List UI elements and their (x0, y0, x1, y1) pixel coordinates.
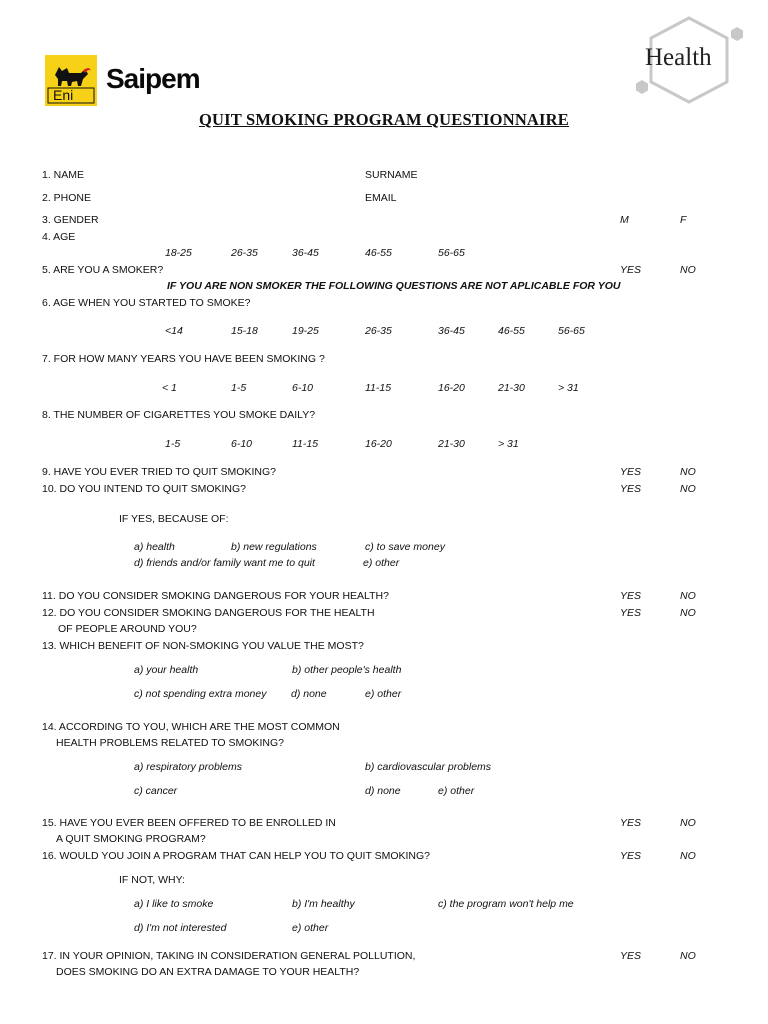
question-12-line2: OF PEOPLE AROUND YOU? (58, 623, 197, 635)
question-12-line1: 12. DO YOU CONSIDER SMOKING DANGEROUS FOR THE HEALTH (42, 607, 375, 619)
q16-yes-option[interactable]: YES (620, 850, 642, 862)
question-6: 6. AGE WHEN YOU STARTED TO SMOKE? (42, 297, 251, 309)
q8-option[interactable]: 11-15 (292, 438, 319, 450)
q13-option[interactable]: d) none (291, 688, 327, 700)
q13-option[interactable]: c) not spending extra money (134, 688, 267, 700)
email-label: EMAIL (365, 192, 397, 204)
q5-yes-option[interactable]: YES (620, 264, 642, 276)
q10-option[interactable]: c) to save money (365, 541, 445, 553)
question-15-line2: A QUIT SMOKING PROGRAM? (56, 833, 206, 845)
q7-option[interactable]: 21-30 (498, 382, 525, 394)
q8-option[interactable]: 1-5 (165, 438, 181, 450)
q7-option[interactable]: 6-10 (292, 382, 314, 394)
q16-option[interactable]: d) I'm not interested (134, 922, 227, 934)
q7-option[interactable]: 1-5 (231, 382, 247, 394)
q7-option[interactable]: > 31 (558, 382, 579, 394)
q9-no-option[interactable]: NO (680, 466, 696, 478)
q8-option[interactable]: 16-20 (365, 438, 392, 450)
q6-option[interactable]: 19-25 (292, 325, 319, 337)
q17-yes-option[interactable]: YES (620, 950, 642, 962)
q14-option[interactable]: c) cancer (134, 785, 178, 797)
q5-no-option[interactable]: NO (680, 264, 696, 276)
question-10: 10. DO YOU INTEND TO QUIT SMOKING? (42, 483, 247, 495)
question-9: 9. HAVE YOU EVER TRIED TO QUIT SMOKING? (42, 466, 276, 478)
q14-option[interactable]: e) other (438, 785, 475, 797)
eni-label: Eni (53, 87, 74, 103)
q6-option[interactable]: 56-65 (558, 325, 585, 337)
q7-option[interactable]: < 1 (162, 382, 177, 394)
q13-option[interactable]: e) other (365, 688, 402, 700)
phone-label: 2. PHONE (42, 192, 92, 204)
q10-option[interactable]: d) friends and/or family want me to quit (134, 557, 315, 569)
q10-option[interactable]: e) other (363, 557, 400, 569)
question-8: 8. THE NUMBER OF CIGARETTES YOU SMOKE DAILY? (42, 409, 316, 421)
q6-option[interactable]: <14 (165, 325, 183, 337)
q16-option[interactable]: e) other (292, 922, 329, 934)
q12-no-option[interactable]: NO (680, 607, 696, 619)
question-17-line2: DOES SMOKING DO AN EXTRA DAMAGE TO YOUR HEALTH? (56, 966, 360, 978)
q13-option[interactable]: a) your health (134, 664, 199, 676)
q16-no-option[interactable]: NO (680, 850, 696, 862)
q14-option[interactable]: d) none (365, 785, 401, 797)
q14-option[interactable]: b) cardiovascular problems (365, 761, 492, 773)
q6-option[interactable]: 26-35 (365, 325, 392, 337)
age-option[interactable]: 46-55 (365, 247, 392, 259)
question-13: 13. WHICH BENEFIT OF NON-SMOKING YOU VALUE THE MOST? (42, 640, 364, 652)
q12-yes-option[interactable]: YES (620, 607, 642, 619)
q16-if-not-label: IF NOT, WHY: (119, 874, 185, 886)
eni-logo (45, 55, 97, 106)
q7-option[interactable]: 16-20 (438, 382, 465, 394)
q8-option[interactable]: 6-10 (231, 438, 253, 450)
question-15-line1: 15. HAVE YOU EVER BEEN OFFERED TO BE ENROLLED IN (42, 817, 336, 829)
age-option[interactable]: 26-35 (231, 247, 258, 259)
surname-label: SURNAME (365, 169, 418, 181)
health-logo-text: Health (645, 44, 712, 71)
age-label: 4. AGE (42, 231, 76, 243)
q9-yes-option[interactable]: YES (620, 466, 642, 478)
q16-option[interactable]: a) I like to smoke (134, 898, 214, 910)
q10-yes-option[interactable]: YES (620, 483, 642, 495)
question-17-line1: 17. IN YOUR OPINION, TAKING IN CONSIDERATION GENERAL POLLUTION, (42, 950, 416, 962)
q8-option[interactable]: > 31 (498, 438, 519, 450)
non-smoker-note: IF YOU ARE NON SMOKER THE FOLLOWING QUESTIONS ARE NOT APLICABLE FOR YOU (167, 280, 621, 292)
q15-yes-option[interactable]: YES (620, 817, 642, 829)
age-option[interactable]: 18-25 (165, 247, 192, 259)
q6-option[interactable]: 15-18 (231, 325, 258, 337)
q10-if-yes-label: IF YES, BECAUSE OF: (119, 513, 229, 525)
q16-option[interactable]: b) I'm healthy (292, 898, 355, 910)
q16-option[interactable]: c) the program won't help me (438, 898, 574, 910)
page-title: QUIT SMOKING PROGRAM QUESTIONNAIRE (199, 110, 569, 129)
q17-no-option[interactable]: NO (680, 950, 696, 962)
q14-option[interactable]: a) respiratory problems (134, 761, 242, 773)
q10-option[interactable]: b) new regulations (231, 541, 317, 553)
question-14-line2: HEALTH PROBLEMS RELATED TO SMOKING? (56, 737, 284, 749)
q6-option[interactable]: 46-55 (498, 325, 525, 337)
q15-no-option[interactable]: NO (680, 817, 696, 829)
gender-option-f[interactable]: F (680, 214, 687, 226)
q11-no-option[interactable]: NO (680, 590, 696, 602)
question-7: 7. FOR HOW MANY YEARS YOU HAVE BEEN SMOKING ? (42, 353, 325, 365)
gender-option-m[interactable]: M (620, 214, 629, 226)
question-5: 5. ARE YOU A SMOKER? (42, 264, 164, 276)
age-option[interactable]: 56-65 (438, 247, 465, 259)
q10-no-option[interactable]: NO (680, 483, 696, 495)
saipem-wordmark: Saipem (106, 63, 200, 94)
q11-yes-option[interactable]: YES (620, 590, 642, 602)
question-14-line1: 14. ACCORDING TO YOU, WHICH ARE THE MOST COMMON (42, 721, 340, 733)
q10-option[interactable]: a) health (134, 541, 175, 553)
age-option[interactable]: 36-45 (292, 247, 319, 259)
name-label: 1. NAME (42, 169, 85, 181)
question-11: 11. DO YOU CONSIDER SMOKING DANGEROUS FOR YOUR HEALTH? (42, 590, 389, 602)
q6-option[interactable]: 36-45 (438, 325, 465, 337)
gender-label: 3. GENDER (42, 214, 99, 226)
q8-option[interactable]: 21-30 (438, 438, 465, 450)
question-16: 16. WOULD YOU JOIN A PROGRAM THAT CAN HELP YOU TO QUIT SMOKING? (42, 850, 431, 862)
q13-option[interactable]: b) other people's health (292, 664, 402, 676)
q7-option[interactable]: 11-15 (365, 382, 392, 394)
